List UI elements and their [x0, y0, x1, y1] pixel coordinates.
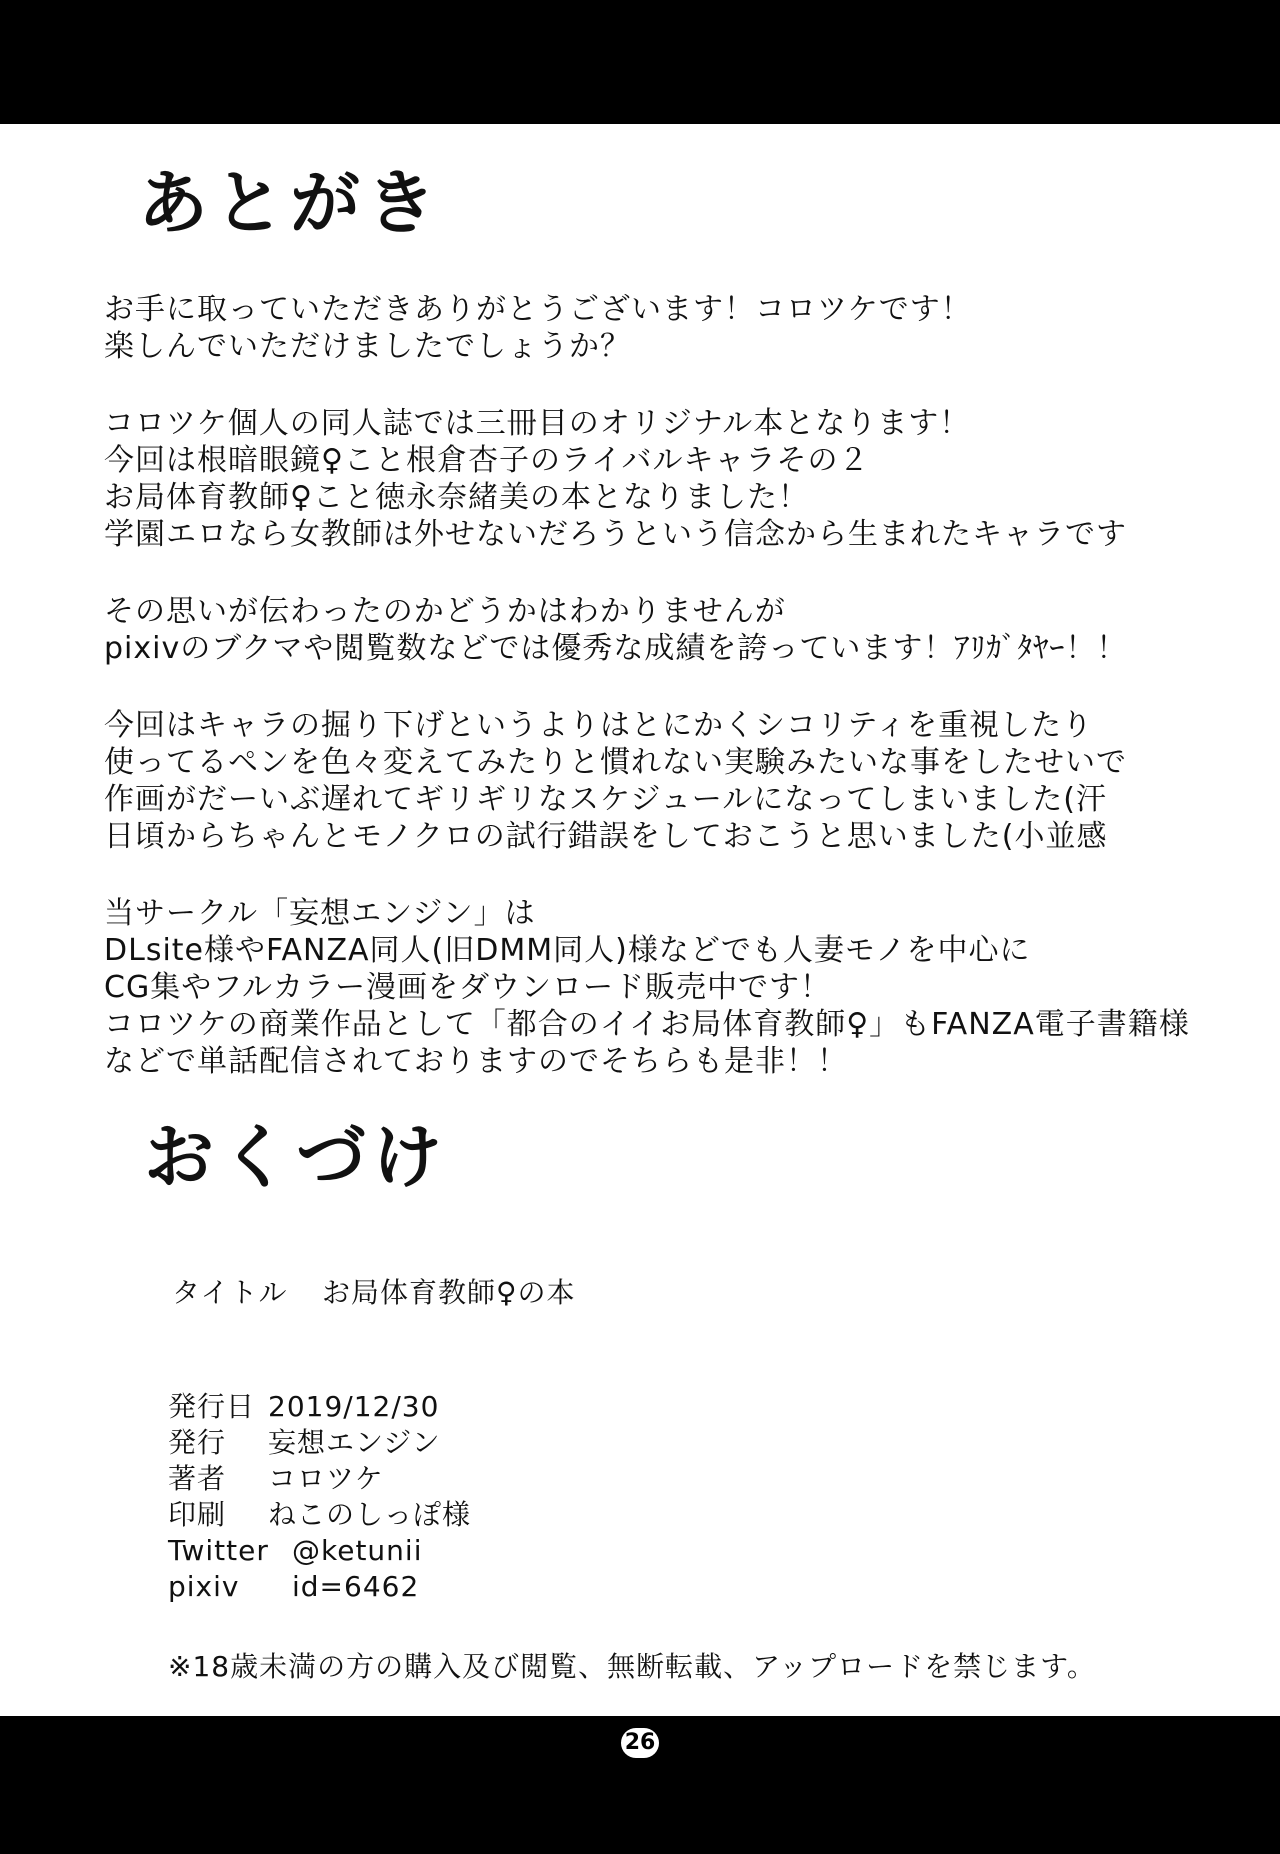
colophon-row-key: 発行日 — [168, 1390, 256, 1423]
colophon-row-value: コロツケ — [268, 1462, 384, 1495]
afterword-line: 日頃からちゃんとモノクロの試行錯誤をしておこうと思いました(小並感 — [104, 819, 1108, 854]
afterword-line: 作画がだーいぶ遅れてギリギリなスケジュールになってしまいました(汗 — [104, 782, 1107, 817]
age-restriction-notice: ※18歳未満の方の購入及び閲覧、無断転載、アップロードを禁じます。 — [168, 1650, 1096, 1683]
colophon-row-key: 印刷 — [168, 1498, 227, 1531]
afterword-paragraph — [104, 593, 1204, 667]
page-number — [0, 1728, 1280, 1758]
afterword-line: コロツケ個人の同人誌では三冊目のオリジナル本となります！ — [104, 406, 971, 441]
top-black-band — [0, 0, 1280, 124]
afterword-heading: あとがき — [138, 161, 442, 244]
afterword-line: などで単話配信されておりますのでそちらも是非！！ — [104, 1044, 848, 1079]
afterword-paragraph — [104, 707, 1204, 855]
colophon-row-publisher — [168, 1425, 471, 1461]
colophon-row-value: id=6462 — [292, 1570, 420, 1603]
afterword-line: コロツケの商業作品として「都合のイイお局体育教師♀」もFANZA電子書籍様 — [104, 1007, 1190, 1042]
afterword-line: 当サークル「妄想エンジン」は — [104, 896, 536, 931]
colophon-row-value: 妄想エンジン — [268, 1426, 441, 1459]
afterword-line: 今回は根暗眼鏡♀こと根倉杏子のライバルキャラその２ — [104, 443, 870, 478]
colophon-row-key: 発行 — [168, 1426, 227, 1459]
afterword-line: お手に取っていただきありがとうございます！コロツケです！ — [104, 292, 972, 327]
afterword-paragraph — [104, 405, 1204, 553]
colophon-row-printer — [168, 1497, 471, 1533]
afterword-line: DLsite様やFANZA同人(旧DMM同人)様などでも人妻モノを中心に — [104, 933, 1031, 968]
colophon-row-author — [168, 1461, 471, 1497]
colophon-row-value: @ketunii — [292, 1534, 423, 1567]
colophon-title-value: お局体育教師♀の本 — [322, 1276, 576, 1309]
colophon-row-value: ねこのしっぽ様 — [268, 1498, 472, 1531]
colophon-title-label: タイトル — [172, 1276, 288, 1309]
afterword-paragraph — [104, 291, 1204, 365]
colophon-info — [168, 1389, 471, 1605]
afterword-line: 使ってるペンを色々変えてみたりと慣れない実験みたいな事をしたせいで — [104, 745, 1127, 780]
afterword-line: 学園エロなら女教師は外せないだろうという信念から生まれたキャラです — [104, 517, 1127, 552]
colophon-row-twitter — [168, 1533, 471, 1569]
colophon-row-value: 2019/12/30 — [268, 1390, 440, 1423]
afterword-line: pixivのブクマや閲覧数などでは優秀な成績を誇っています！ｱﾘｶﾞﾀﾔｰ！！ — [104, 631, 1128, 666]
afterword-line: お局体育教師♀こと徳永奈緒美の本となりました！ — [104, 480, 809, 515]
colophon-title-row — [172, 1275, 576, 1311]
colophon-heading: おくづけ — [144, 1115, 448, 1198]
afterword-line: 今回はキャラの掘り下げというよりはとにかくシコリティを重視したり — [104, 708, 1093, 743]
afterword-line: 楽しんでいただけましたでしょうか？ — [104, 329, 631, 364]
afterword-line: その思いが伝わったのかどうかはわかりませんが — [104, 594, 786, 629]
afterword-body — [104, 291, 1204, 1120]
page-number-label: 26 — [621, 1728, 660, 1758]
colophon-row-pixiv — [168, 1569, 471, 1605]
colophon-row-release-date — [168, 1389, 471, 1425]
afterword-paragraph — [104, 895, 1204, 1080]
colophon-row-key: Twitter — [168, 1534, 269, 1567]
colophon-row-key: pixiv — [168, 1570, 240, 1603]
colophon-row-key: 著者 — [168, 1462, 227, 1495]
afterword-line: CG集やフルカラー漫画をダウンロード販売中です！ — [104, 970, 831, 1005]
